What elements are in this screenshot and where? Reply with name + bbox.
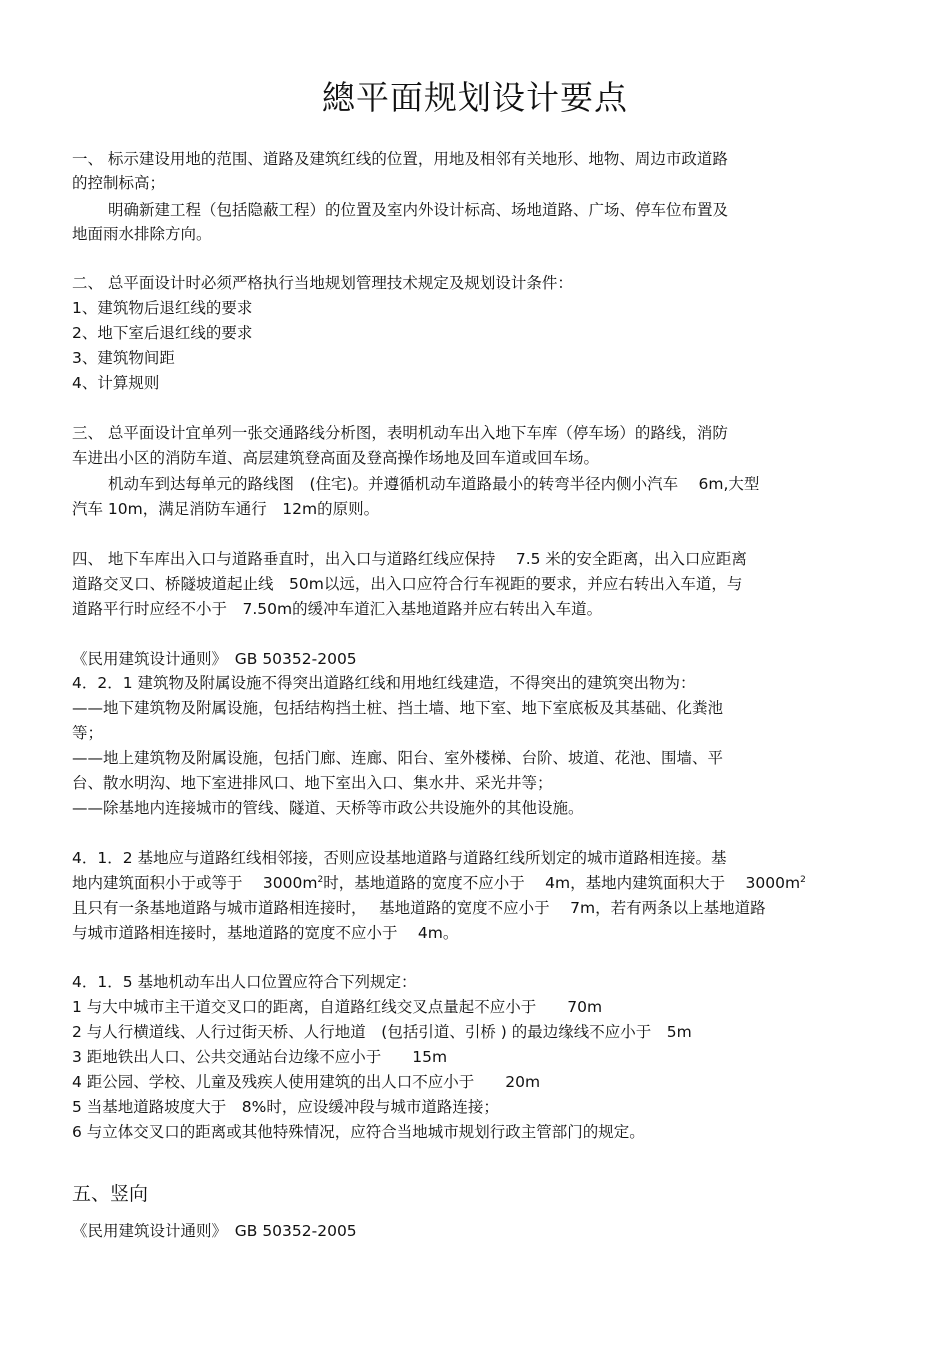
text-line: 2、地下室后退红线的要求	[72, 324, 253, 342]
text-line: 4、计算规则	[72, 374, 160, 392]
text-line: 台、散水明沟、地下室进排风口、地下室出入口、集水井、采光井等；	[72, 774, 553, 792]
text-line: 道路平行时应经不小于 7.50m的缓冲车道汇入基地道路并应右转出入车道。	[72, 600, 603, 618]
text-line: 四、 地下车库出入口与道路垂直时，出入口与道路红线应保持 7.5 米的安全距离，出入口应距离	[72, 550, 747, 568]
text-segment: 地内建筑面积小于或等于 3000m	[72, 874, 318, 892]
text-line: 3 距地铁出人口、公共交通站台边缘不应小于 15m	[72, 1048, 448, 1066]
text-line: 一、 标示建设用地的范围、道路及建筑红线的位置，用地及相邻有关地形、地物、周边市政道路	[72, 150, 728, 168]
superscript: 2	[800, 874, 806, 885]
text-line: 3、建筑物间距	[72, 349, 175, 367]
text-line: 二、 总平面设计时必须严格执行当地规划管理技术规定及规划设计条件：	[72, 274, 573, 292]
text-line: 机动车到达每单元的路线图 (住宅)。并遵循机动车道路最小的转弯半径内侧小汽车 6m,大型	[108, 475, 760, 493]
text-line: 道路交叉口、桥隧坡道起止线 50m以远，出入口应符合行车视距的要求，并应右转出入车道，与	[72, 575, 743, 593]
text-line: 6 与立体交叉口的距离或其他特殊情况，应符合当地城市规划行政主管部门的规定。	[72, 1123, 645, 1141]
text-line: 车进出小区的消防车道、高层建筑登高面及登高操作场地及回车道或回车场。	[72, 449, 600, 467]
page-title: 總平面规划设计要点	[322, 78, 628, 117]
text-line: ——除基地内连接城市的管线、隧道、天桥等市政公共设施外的其他设施。	[72, 799, 584, 817]
text-line: 4．2．1 建筑物及附属设施不得突出道路红线和用地红线建造，不得突出的建筑突出物为：	[72, 674, 696, 692]
text-line: 与城市道路相连接时，基地道路的宽度不应小于 4m。	[72, 924, 459, 942]
text-line: 1 与大中城市主干道交叉口的距离，自道路红线交叉点量起不应小于 70m	[72, 998, 603, 1016]
text-line: 5 当基地道路坡度大于 8%时，应设缓冲段与城市道路连接；	[72, 1098, 499, 1116]
text-line: 三、 总平面设计宜单列一张交通路线分析图，表明机动车出入地下车库（停车场）的路线，消防	[72, 424, 728, 442]
text-line: 4．1．5 基地机动车出人口位置应符合下列规定：	[72, 973, 417, 991]
text-line: 2 与人行横道线、人行过街天桥、人行地道 (包括引道、引桥 ) 的最边缘线不应小于 5m	[72, 1023, 692, 1041]
text-line: 且只有一条基地道路与城市道路相连接时， 基地道路的宽度不应小于 7m，若有两条以上基地道路	[72, 899, 766, 917]
text-line: 4 距公园、学校、儿童及残疾人使用建筑的出人口不应小于 20m	[72, 1073, 541, 1091]
text-line: 明确新建工程（包括隐蔽工程）的位置及室内外设计标高、场地道路、广场、停车位布置及	[108, 201, 729, 219]
text-line: 等；	[72, 724, 104, 742]
text-line: 《民用建筑设计通则》 GB 50352-2005	[72, 650, 357, 668]
text-line: 4．1．2 基地应与道路红线相邻接，否则应设基地道路与道路红线所划定的城市道路相连接。基	[72, 849, 727, 867]
text-line: 的控制标高；	[72, 174, 166, 192]
text-line: 《民用建筑设计通则》 GB 50352-2005	[72, 1222, 357, 1240]
text-line	[72, 872, 806, 894]
text-line: 地面雨水排除方向。	[72, 225, 212, 243]
superscript: 2	[317, 874, 324, 885]
text-line: ——地下建筑物及附属设施，包括结构挡土桩、挡土墙、地下室、地下室底板及其基础、化粪池	[72, 699, 724, 717]
text-segment: 时，基地道路的宽度不应小于 4m，基地内建筑面积大于 3000m	[323, 874, 801, 892]
text-line: ——地上建筑物及附属设施，包括门廊、连廊、阳台、室外楼梯、台阶、坡道、花池、围墙、平	[72, 749, 724, 767]
text-line: 汽车 10m，满足消防车通行 12m的原则。	[72, 500, 380, 518]
text-line: 1、建筑物后退红线的要求	[72, 299, 253, 317]
section-heading: 五、竖向	[72, 1183, 149, 1205]
